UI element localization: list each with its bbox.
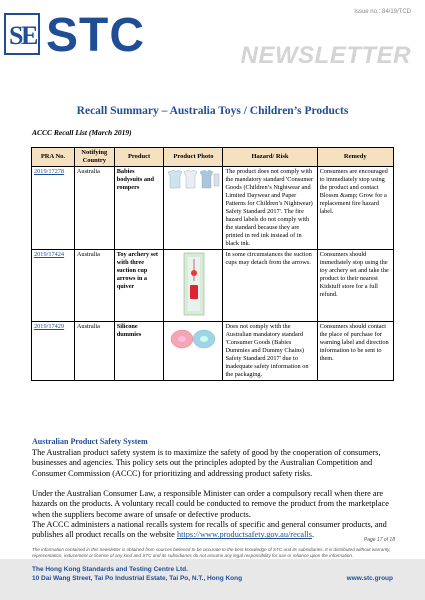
svg-text:S: S — [9, 21, 24, 50]
recalls-link[interactable]: https://www.productsafety.gov.au/recalls — [176, 530, 312, 540]
product-cell: Toy archery set with three suction cup arrows in a quiver — [114, 250, 164, 322]
footer-website[interactable]: www.stc.group — [346, 575, 393, 582]
bodysuits-photo-icon — [166, 168, 220, 192]
remedy-cell: Consumers should contact the place of purchase for warning label and direction information to be sent to them. — [317, 322, 393, 381]
col-header: PRA No. — [32, 148, 75, 167]
product-photo — [164, 167, 223, 250]
table-row — [32, 250, 394, 322]
country-cell: Australia — [74, 322, 114, 381]
pra-link[interactable]: 2019/17278 — [32, 167, 75, 250]
footer-company: The Hong Kong Standards and Testing Centre Ltd. — [32, 566, 188, 573]
col-header: Remedy — [317, 148, 393, 167]
disclaimer: The information contained in this newsletter is obtained from sources believed to be accurate to the best knowledge of STC and its subsidiaries. It is distributed without warranty, representation, inducement or license of any kind and STC and its subsidiaries do not assume any legal responsibility for use or reliance upon the information. — [32, 547, 391, 558]
table-row — [32, 167, 394, 250]
product-photo — [164, 250, 223, 322]
product-cell: Babies bodysuits and rompers — [114, 167, 164, 250]
footer-address: 10 Dai Wang Street, Tai Po Industrial Estate, Tai Po, N.T., Hong Kong — [32, 575, 243, 582]
paragraph-2: Under the Australian Consumer Law, a responsible Minister can order a compulsory recall when there are hazards on the products. A voluntary recall could be conducted to remove the product from the marketplace when the suppliers become aware of unsafe or defective products. — [32, 489, 389, 519]
col-header: Hazard/ Risk — [223, 148, 317, 167]
country-cell: Australia — [74, 250, 114, 322]
product-cell: Silicone dummies — [114, 322, 164, 381]
hazard-cell: Does not comply with the Australian mandatory standard 'Consumer Goods (Babies Dummies and Dummy Chains) Safety Standard 2017' due to inadequate safety information on the packaging. — [223, 322, 317, 381]
section-heading: Australian Product Safety System — [32, 437, 148, 446]
paragraph-1: The Australian product safety system is to maximize the safety of good by the cooperation of consumers, businesses and agencies. This policy sets out the principles adopted by the Australian Competition and Consumer Commission (ACCC) for prioritizing and addressing product safety risks. — [32, 448, 381, 478]
dummies-photo-icon — [166, 323, 220, 355]
remedy-cell: Consumers should immediately stop using the toy archery set and take the product to their nearest Kidstuff store for a full refund. — [317, 250, 393, 322]
product-photo — [164, 322, 223, 381]
col-header: Notifying Country — [74, 148, 114, 167]
table-header-row — [32, 148, 394, 167]
issue-number: Issue no.: 84/19/TCD — [354, 9, 411, 15]
page-footer — [0, 559, 425, 600]
pra-link[interactable]: 2019/17429 — [32, 322, 75, 381]
pra-link[interactable]: 2019/17424 — [32, 250, 75, 322]
table-row — [32, 322, 394, 381]
col-header: Product Photo — [164, 148, 223, 167]
paragraph-3 — [32, 520, 397, 541]
country-cell: Australia — [74, 167, 114, 250]
newsletter-label: NEWSLETTER — [240, 42, 411, 69]
recall-table — [31, 147, 394, 381]
stc-logo — [4, 9, 154, 62]
hazard-cell: In some circumstances the suction cups may detach from the arrows. — [223, 250, 317, 322]
archery-set-photo-icon — [166, 251, 220, 317]
paragraph-3-text: The ACCC administers a national recalls system for recalls of specific and general consumer products, and publishes all product recalls on the website — [32, 520, 387, 540]
svg-text:E: E — [21, 21, 39, 50]
list-heading: ACCC Recall List (March 2019) — [32, 128, 132, 137]
page-title: Recall Summary – Australia Toys / Children’s Products — [76, 105, 349, 117]
page-header — [0, 0, 425, 78]
logo-text: STC — [46, 9, 145, 62]
col-header: Product — [114, 148, 164, 167]
page-number: Page 17 of 18 — [363, 537, 395, 543]
remedy-cell: Consumers are encouraged to immediately stop using the product and contact Blossm &amp; Grow for a replacement fire hazard label. — [317, 167, 393, 250]
hazard-cell: The product does not comply with the mandatory standard 'Consumer Goods (Children’s Nightwear and Limited Daywear and Paper Patterns for Children’s Nightwear) Safety Standard 2017'. The fire hazard labels do not comply with the standard because they are printed in red ink instead of in black ink. — [223, 167, 317, 250]
paragraph-3-end: . — [311, 530, 315, 540]
stc-emblem-icon — [4, 12, 44, 58]
